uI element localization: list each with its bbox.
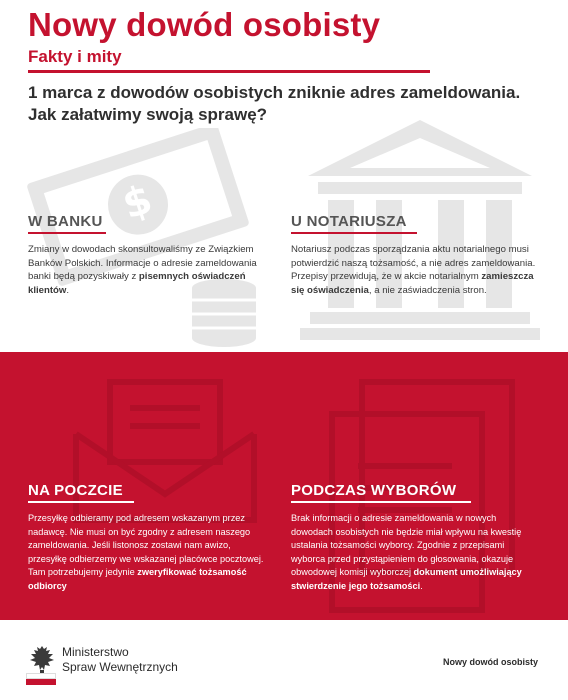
post-text-plain: Przesyłkę odbieramy pod adresem wskazanym przez nadawcę. Nie musi on być zgodny z adresem naszego zameldowania. Jeśli listonosz zostawi nam awizo, przesyłkę odbierzemy we wskazanej placówce pocztowej. Tam potrzebujemy jedynie <box>28 513 264 578</box>
bank-text-plain: Zmiany w dowodach skonsultowaliśmy ze Związkiem Banków Polskich. Informacje o adresie zameldowania banki będą pozyskiwały z <box>28 244 257 283</box>
red-section <box>0 352 568 620</box>
notary-text-end: , a nie zaświadczenia stron. <box>368 284 487 296</box>
flag-red-stripe <box>26 679 56 685</box>
lead-line-1: 1 marca z dowodów osobistych zniknie adres zameldowania. <box>28 83 521 102</box>
lead-line-2: Jak załatwimy swoją sprawę? <box>28 105 268 124</box>
post-heading-underline <box>28 501 134 503</box>
title-divider <box>28 70 430 73</box>
bank-text <box>28 243 268 297</box>
elections-text-bold: dokument umożliwiający stwierdzenie jego tożsamości <box>291 567 522 591</box>
elections-heading: PODCZAS WYBORÓW <box>291 482 457 499</box>
bank-heading-underline <box>28 232 106 234</box>
notary-heading: U NOTARIUSZA <box>291 213 407 230</box>
elections-heading-underline <box>291 501 471 503</box>
bank-text-end: . <box>66 284 70 296</box>
elections-text-plain: Brak informacji o adresie zameldowania w nowych dowodach osobistych nie będzie miał wpływu na kwestię ustalania tożsamości wyborcy. Zgodnie z przepisami wyborca przed przystąpieniem do głosowania, okazuje obwodowej komisji wyborczej <box>291 513 522 578</box>
bank-text-bold: pisemnych oświadczeń klientów <box>28 271 246 296</box>
bank-heading: W BANKU <box>28 213 103 230</box>
elections-text <box>291 512 531 594</box>
footer-label: Nowy dowód osobisty <box>443 657 539 667</box>
money-coins-icon <box>14 128 264 348</box>
elections-text-end: . <box>420 580 423 591</box>
post-text-bold: zweryfikować tożsamość odbiorcy <box>28 567 247 591</box>
notary-text <box>291 243 543 297</box>
page-title: Nowy dowód osobisty <box>28 6 381 43</box>
ministry-line-1: Ministerstwo <box>62 645 129 659</box>
notary-heading-underline <box>291 232 417 234</box>
notary-text-bold: zamieszcza się oświadczenia <box>291 271 534 296</box>
notary-text-plain: Notariusz podczas sporządzania aktu notarialnego musi potwierdzić naszą tożsamość, a nie adres zameldowania. Przepisy przewidują, że w akcie notarialnym <box>291 244 536 283</box>
svg-text:$: $ <box>117 176 158 229</box>
ministry-name <box>62 645 178 675</box>
post-text <box>28 512 268 594</box>
post-heading: NA POCZCIE <box>28 482 123 499</box>
page-subtitle: Fakty i mity <box>28 47 122 66</box>
ministry-line-2: Spraw Wewnętrznych <box>62 660 178 674</box>
